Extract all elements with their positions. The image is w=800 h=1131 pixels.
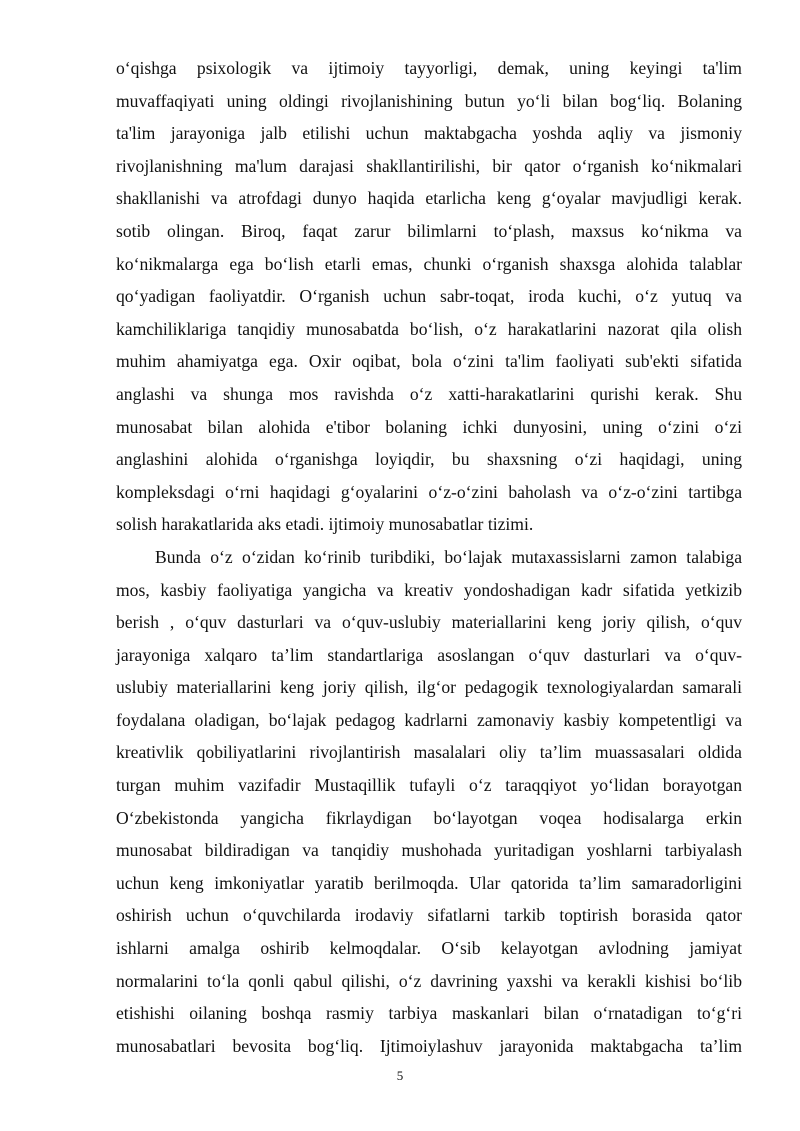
text-line: munosabat bildiradigan va tanqidiy mushohada yuritadigan yoshlarni tarbiyalash	[116, 840, 742, 861]
text-line: kompleksdagi o‘rni haqidagi g‘oyalarini o‘z-o‘zini baholash va o‘z-o‘zini tartibga	[116, 481, 742, 502]
text-line: ishlarni amalga oshirib kelmoqdalar. O‘sib kelayotgan avlodning jamiyat	[116, 938, 742, 959]
text-line: mos, kasbiy faoliyatiga yangicha va kreativ yondoshadigan kadr sifatida yetkizib	[116, 579, 742, 600]
text-line: anglashi va shunga mos ravishda o‘z xatti-harakatlarini qurishi kerak. Shu	[116, 383, 742, 404]
text-line: etishishi oilaning boshqa rasmiy tarbiya maskanlari bilan o‘rnatadigan to‘g‘ri	[116, 1003, 742, 1024]
text-line: ta'lim jarayoniga jalb etilishi uchun maktabgacha yoshda aqliy va jismoniy	[116, 123, 742, 144]
paragraph	[116, 52, 742, 541]
text-line: oshirish uchun o‘quvchilarda irodaviy sifatlarni tarkib toptirish borasida qator	[116, 905, 742, 926]
paragraph	[116, 541, 742, 1063]
text-line: foydalana oladigan, bo‘lajak pedagog kadrlarni zamonaviy kasbiy kompetentligi va	[116, 709, 742, 730]
text-line: ko‘nikmalarga ega bo‘lish etarli emas, chunki o‘rganish shaxsga alohida talablar	[116, 253, 742, 274]
text-line: turgan muhim vazifadir Mustaqillik tufayli o‘z taraqqiyot yo‘lidan borayotgan	[116, 775, 742, 796]
text-line: O‘zbekistonda yangicha fikrlaydigan bo‘layotgan voqea hodisalarga erkin	[116, 807, 742, 828]
text-line: sotib olingan. Biroq, faqat zarur bilimlarni to‘plash, maxsus ko‘nikma va	[116, 220, 742, 241]
text-line: muhim ahamiyatga ega. Oxir oqibat, bola o‘zini ta'lim faoliyati sub'ekti sifatida	[116, 351, 742, 372]
text-line: Bunda o‘z o‘zidan ko‘rinib turibdiki, bo‘lajak mutaxassislarni zamon talabiga	[155, 546, 742, 567]
text-line: kreativlik qobiliyatlarini rivojlantirish masalalari oliy ta’lim muassasalari oldida	[116, 742, 742, 763]
page-number: 5	[396, 1068, 404, 1083]
text-line: munosabat bilan alohida e'tibor bolaning ichki dunyosini, uning o‘zini o‘zi	[116, 416, 742, 437]
text-line: uchun keng imkoniyatlar yaratib berilmoqda. Ular qatorida ta’lim samaradorligini	[116, 872, 742, 893]
text-line: kamchiliklariga tanqidiy munosabatda bo‘lish, o‘z harakatlarini nazorat qila olish	[116, 318, 742, 339]
text-line: anglashini alohida o‘rganishga loyiqdir, bu shaxsning o‘zi haqidagi, uning	[116, 449, 742, 470]
text-line: qo‘yadigan faoliyatdir. O‘rganish uchun sabr-toqat, iroda kuchi, o‘z yutuq va	[116, 286, 742, 307]
text-line: rivojlanishning ma'lum darajasi shakllantirilishi, bir qator o‘rganish ko‘nikmalari	[116, 155, 742, 176]
text-line: munosabatlari bevosita bog‘liq. Ijtimoiylashuv jarayonida maktabgacha ta’lim	[116, 1035, 742, 1056]
text-line: solish harakatlarida aks etadi. ijtimoiy munosabatlar tizimi.	[116, 514, 534, 535]
text-line: shakllanishi va atrofdagi dunyo haqida etarlicha keng g‘oyalar mavjudligi kerak.	[116, 188, 742, 209]
text-line: berish , o‘quv dasturlari va o‘quv-uslubiy materiallarini keng joriy qilish, o‘quv	[116, 612, 742, 633]
text-line: muvaffaqiyati uning oldingi rivojlanishining butun yo‘li bilan bog‘liq. Bolaning	[116, 90, 742, 111]
text-line: uslubiy materiallarini keng joriy qilish, ilg‘or pedagogik texnologiyalardan samarali	[116, 677, 742, 698]
text-line: jarayoniga xalqaro ta’lim standartlariga asoslangan o‘quv dasturlari va o‘quv-	[116, 644, 742, 665]
body-text	[116, 52, 742, 1062]
text-line: o‘qishga psixologik va ijtimoiy tayyorligi, demak, uning keyingi ta'lim	[116, 58, 742, 78]
text-line: normalarini to‘la qonli qabul qilishi, o‘z davrining yaxshi va kerakli kishisi bo‘lib	[116, 970, 742, 991]
